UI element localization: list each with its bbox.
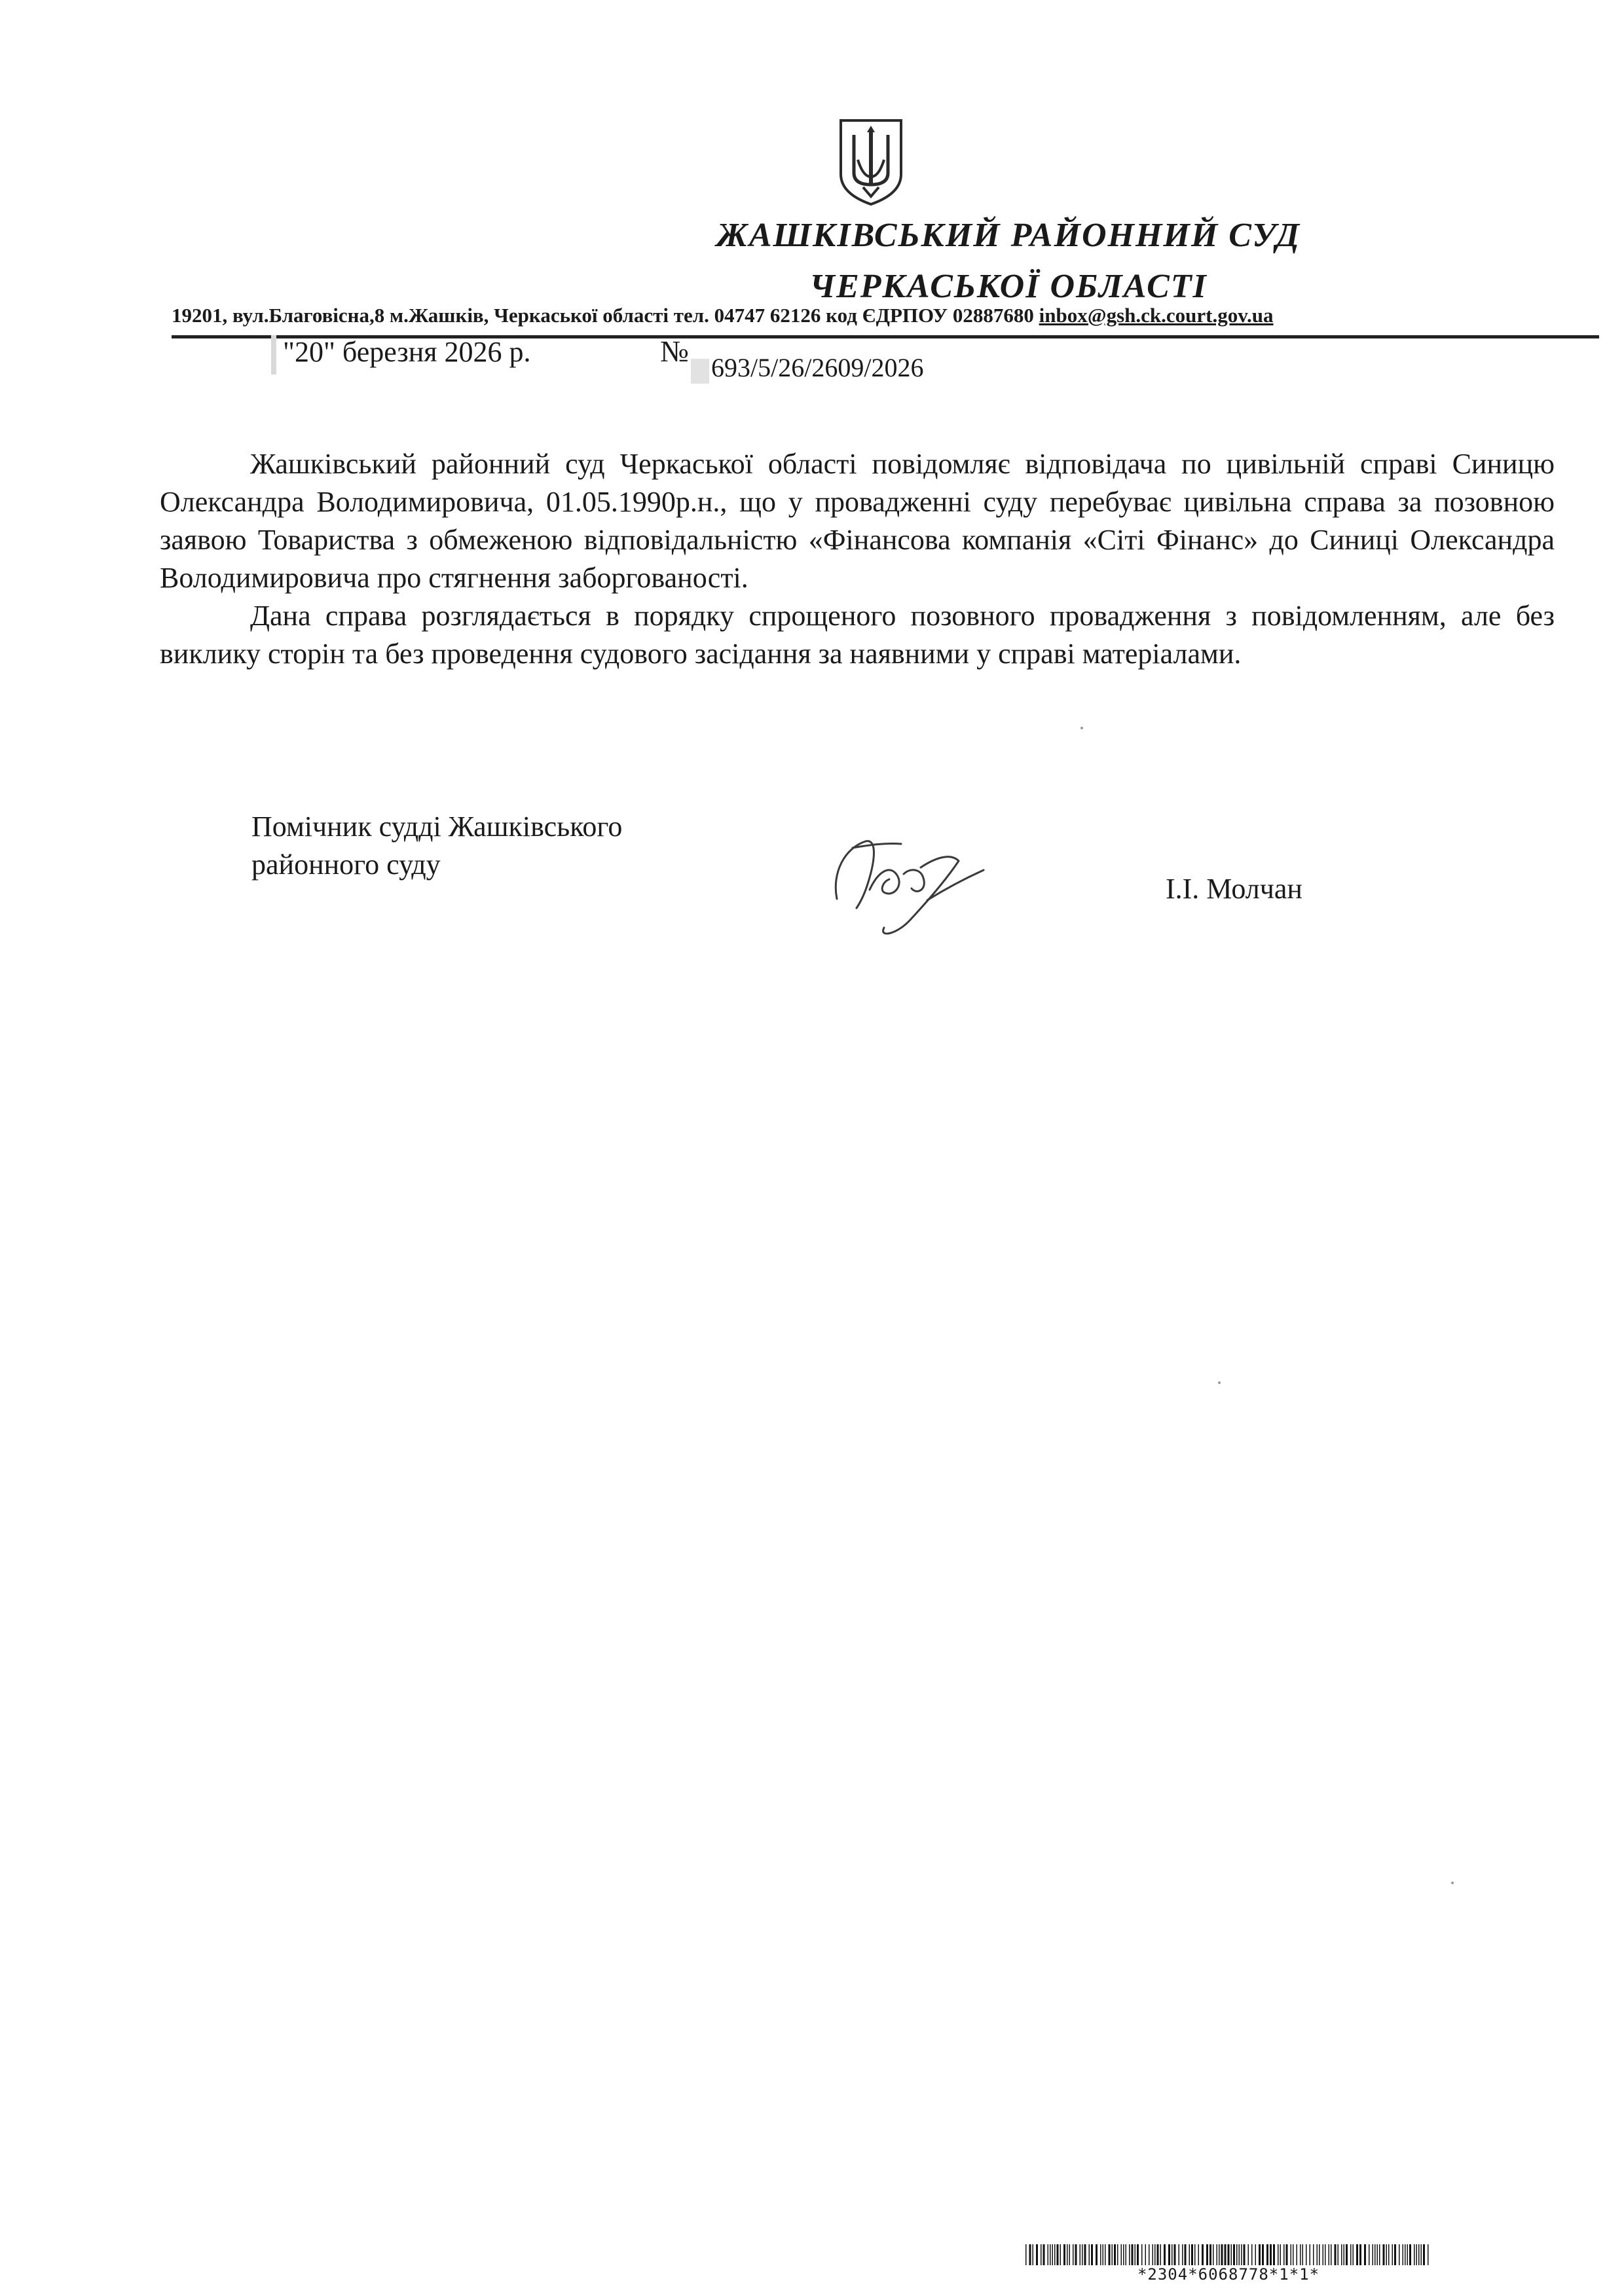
barcode-bar [1117, 2244, 1118, 2265]
barcode-bar [1236, 2244, 1238, 2265]
barcode-bar [1350, 2244, 1352, 2265]
barcode-bar [1329, 2244, 1330, 2265]
barcode-bar [1025, 2244, 1027, 2265]
barcode-bar [1132, 2244, 1134, 2265]
barcode-bar [1291, 2244, 1292, 2265]
court-name-line2: ЧЕРКАСЬКОЇ ОБЛАСТІ [809, 268, 1208, 305]
document-barcode [1025, 2244, 1431, 2265]
barcode-bar [1266, 2244, 1268, 2265]
barcode-bar [1213, 2244, 1214, 2265]
barcode-bar [1189, 2244, 1190, 2265]
barcode-bar [1157, 2244, 1159, 2265]
signer-position [251, 808, 622, 884]
scan-speck [1451, 1882, 1454, 1884]
body-paragraph: Дана справа розглядається в порядку спрощеного позовного провадження з повідомленням, але без виклику сторін та без проведення судового засідання за наявними у справі матеріалами. [160, 600, 1555, 670]
barcode-bar [1198, 2244, 1200, 2265]
barcode-bar [1221, 2244, 1223, 2265]
barcode-bar [1317, 2244, 1318, 2265]
barcode-bar [1300, 2244, 1301, 2265]
barcode-bar [1414, 2244, 1415, 2265]
barcode-bar [1182, 2244, 1183, 2265]
barcode-bar [1319, 2244, 1320, 2265]
barcode-bar [1164, 2244, 1166, 2265]
barcode-bar [1325, 2244, 1326, 2265]
barcode-bar [1239, 2244, 1240, 2265]
barcode-bar [1172, 2244, 1173, 2265]
court-email: inbox@gsh.ck.court.gov.ua [1039, 304, 1274, 327]
barcode-bar [1373, 2244, 1374, 2265]
barcode-bar [1388, 2244, 1390, 2265]
barcode-bar [1255, 2244, 1257, 2265]
barcode-bar [1283, 2244, 1285, 2265]
barcode-bar [1123, 2244, 1124, 2265]
barcode-bar [1278, 2244, 1279, 2265]
barcode-bar [1369, 2244, 1370, 2265]
barcode-bar [1126, 2244, 1127, 2265]
barcode-bar [1341, 2244, 1342, 2265]
barcode-bar [1293, 2244, 1294, 2265]
barcode-bar [1346, 2244, 1348, 2265]
barcode-bar [1231, 2244, 1232, 2265]
barcode-bar [1364, 2244, 1366, 2265]
barcode-bar [1103, 2244, 1104, 2265]
scan-speck [1218, 1381, 1221, 1384]
barcode-bar [1209, 2244, 1211, 2265]
barcode-bar [1082, 2244, 1083, 2265]
barcode-bar [1405, 2244, 1406, 2265]
barcode-bar [1100, 2244, 1101, 2265]
barcode-bar [1191, 2244, 1193, 2265]
signer-position-line2: районного суду [251, 848, 441, 881]
barcode-bar [1377, 2244, 1378, 2265]
barcode-bar [1206, 2244, 1208, 2265]
barcode-bar [1073, 2244, 1074, 2265]
barcode-bar [1409, 2244, 1411, 2265]
barcode-bar [1356, 2244, 1358, 2265]
scan-speck [1080, 727, 1083, 729]
barcode-bar [1270, 2244, 1272, 2265]
barcode-bar [1344, 2244, 1345, 2265]
barcode-bar [1129, 2244, 1130, 2265]
barcode-bar [1109, 2244, 1111, 2265]
barcode-bar [1280, 2244, 1282, 2265]
number-sign: № [660, 335, 689, 368]
barcode-bar [1297, 2244, 1298, 2265]
barcode-bar [1121, 2244, 1122, 2265]
barcode-bar [1141, 2244, 1143, 2265]
barcode-bar [1149, 2244, 1150, 2265]
barcode-bar [1091, 2244, 1093, 2265]
barcode-bar [1050, 2244, 1051, 2265]
outgoing-number: 693/5/26/2609/2026 [711, 353, 924, 382]
barcode-bar [1248, 2244, 1249, 2265]
barcode-bar [1418, 2244, 1420, 2265]
barcode-bar [1233, 2244, 1235, 2265]
barcode-bar [1403, 2244, 1404, 2265]
barcode-bar [1067, 2244, 1068, 2265]
scan-mark [271, 335, 276, 374]
signer-position-line1: Помічник судді Жашківського [251, 811, 623, 843]
barcode-bar [1168, 2244, 1170, 2265]
barcode-bar [1185, 2244, 1187, 2265]
barcode-bar [1069, 2244, 1071, 2265]
barcode-bar [1135, 2244, 1136, 2265]
barcode-bar [1137, 2244, 1139, 2265]
barcode-bar [1407, 2244, 1409, 2265]
barcode-bar [1219, 2244, 1220, 2265]
barcode-bar [1259, 2244, 1261, 2265]
barcode-bar [1421, 2244, 1422, 2265]
barcode-bar [1313, 2244, 1314, 2265]
court-address [172, 304, 1274, 327]
barcode-bar [1217, 2244, 1218, 2265]
barcode-bar [1112, 2244, 1113, 2265]
barcode-bar [1052, 2244, 1054, 2265]
barcode-bar [1302, 2244, 1304, 2265]
barcode-bar [1273, 2244, 1275, 2265]
barcode-bar [1060, 2244, 1061, 2265]
barcode-bar [1084, 2244, 1086, 2265]
barcode-bar [1416, 2244, 1418, 2265]
barcode-bar [1054, 2244, 1056, 2265]
barcode-bar [1306, 2244, 1307, 2265]
barcode-text: *2304*6068778*1*1* [1137, 2265, 1320, 2284]
barcode-bar [1089, 2244, 1090, 2265]
barcode-bar [1036, 2244, 1038, 2265]
barcode-bar [1241, 2244, 1242, 2265]
barcode-bar [1194, 2244, 1196, 2265]
barcode-bar [1244, 2244, 1246, 2265]
barcode-bar [1386, 2244, 1388, 2265]
letter-body [160, 445, 1555, 673]
barcode-bar [1114, 2244, 1116, 2265]
barcode-bar [1353, 2244, 1354, 2265]
barcode-bar [1323, 2244, 1324, 2265]
barcode-bar [1043, 2244, 1045, 2265]
barcode-bar [1063, 2244, 1065, 2265]
barcode-bar [1105, 2244, 1106, 2265]
barcode-bar [1228, 2244, 1230, 2265]
barcode-bar [1160, 2244, 1162, 2265]
body-paragraph: Жашківський районний суд Черкаської області повідомляє відповідача по цивільній справі Синицю Олександра Володимировича, 01.05.1990р.н., що у провадженні суду перебуває цивільна справа за позовною заявою Товариства з обмеженою відповідальністю «Фінансова компанія «Сіті Фінанс» до Синиці Олександра Володимировича про стягнення заборгованості. [160, 448, 1555, 594]
barcode-bar [1331, 2244, 1332, 2265]
barcode-bar [1057, 2244, 1059, 2265]
barcode-bar [1048, 2244, 1049, 2265]
handwritten-signature [805, 822, 995, 946]
barcode-bar [1174, 2244, 1176, 2265]
barcode-bar [1153, 2244, 1154, 2265]
barcode-bar [1399, 2244, 1400, 2265]
barcode-bar [1379, 2244, 1380, 2265]
barcode-bar [1262, 2244, 1264, 2265]
barcode-bar [1145, 2244, 1147, 2265]
signer-name: І.І. Молчан [1166, 873, 1302, 905]
barcode-bar [1359, 2244, 1361, 2265]
barcode-bar [1394, 2244, 1396, 2265]
barcode-bar [1428, 2244, 1429, 2265]
barcode-bar [1286, 2244, 1288, 2265]
barcode-bar [1375, 2244, 1376, 2265]
barcode-bar [1096, 2244, 1098, 2265]
barcode-bar [1423, 2244, 1425, 2265]
barcode-bar [1335, 2244, 1337, 2265]
barcode-bar [1202, 2244, 1204, 2265]
barcode-bar [1029, 2244, 1031, 2265]
barcode-bar [1383, 2244, 1385, 2265]
barcode-bar [1310, 2244, 1311, 2265]
barcode-bar [1251, 2244, 1253, 2265]
barcode-bar [1033, 2244, 1034, 2265]
scan-mark [691, 359, 709, 384]
barcode-bar [1225, 2244, 1227, 2265]
barcode-bar [1041, 2244, 1042, 2265]
barcode-bar [1392, 2244, 1393, 2265]
barcode-bar [1154, 2244, 1156, 2265]
barcode-bar [1179, 2244, 1180, 2265]
barcode-bar [1075, 2244, 1077, 2265]
ukraine-coat-of-arms-icon [837, 117, 905, 207]
barcode-bar [1338, 2244, 1339, 2265]
address-text: 19201, вул.Благовісна,8 м.Жашків, Черкаської області тел. 04747 62126 код ЄДРПОУ 02887680 [172, 304, 1039, 327]
outgoing-date: "20" березня 2026 р. [283, 336, 531, 368]
court-name-line1: ЖАШКІВСЬКИЙ РАЙОННИЙ СУД [716, 217, 1301, 254]
barcode-bar [1080, 2244, 1081, 2265]
